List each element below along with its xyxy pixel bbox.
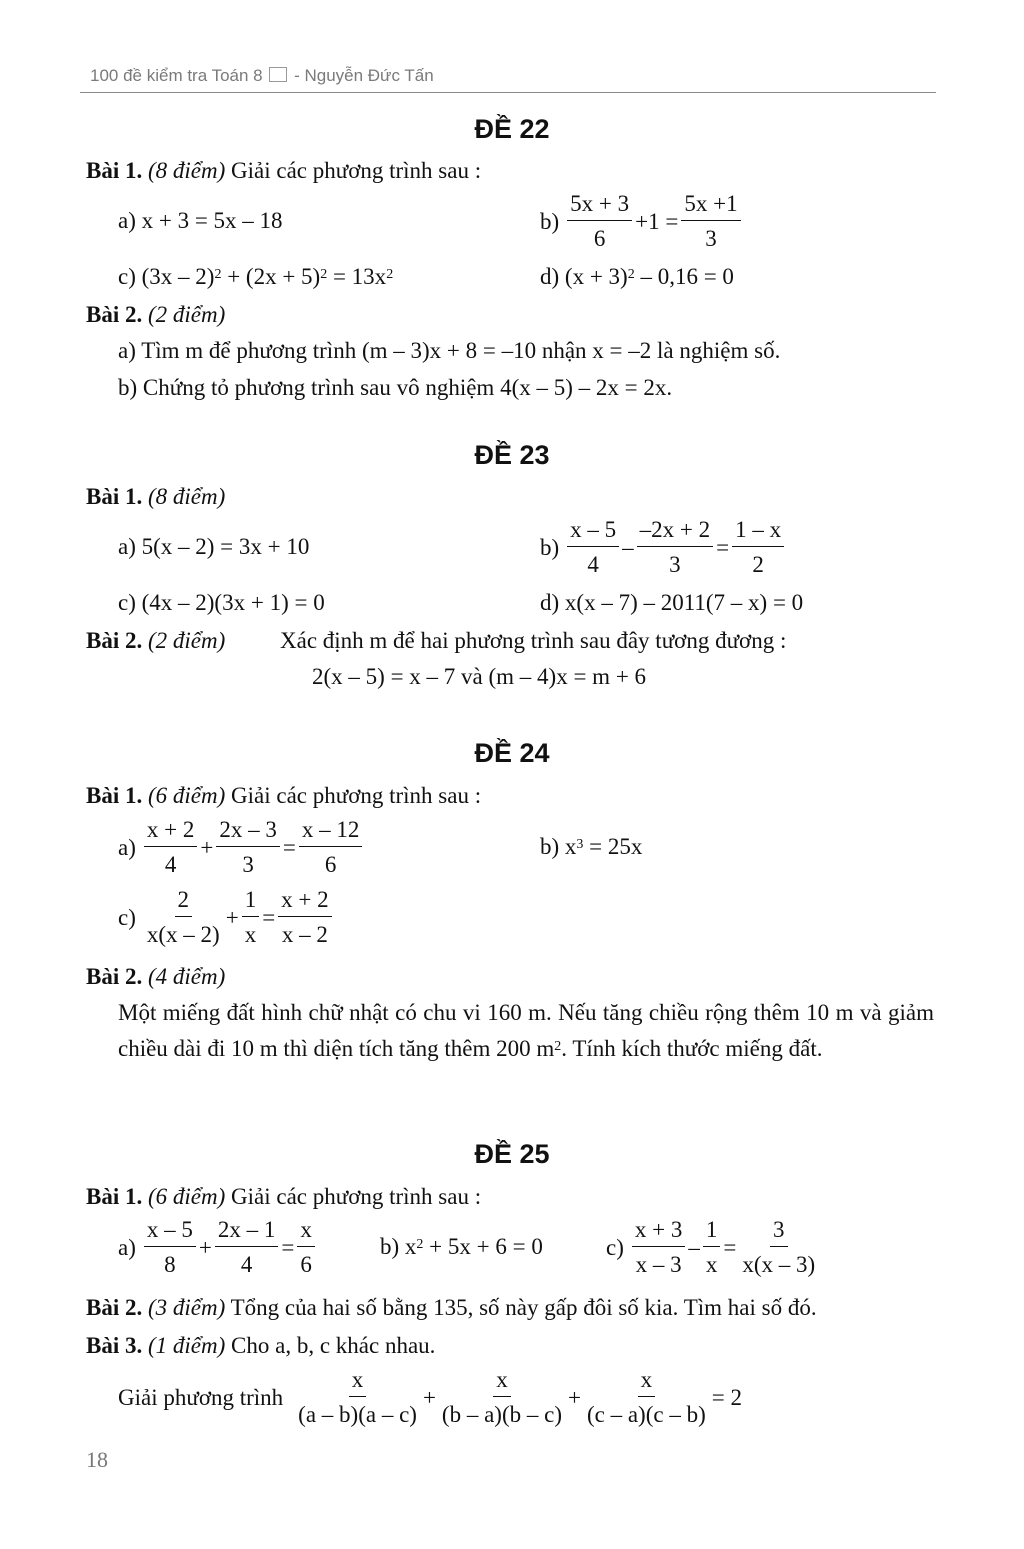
de23-bai2-text: Xác định m để hai phương trình sau đây tương đương : — [280, 628, 787, 653]
fraction — [144, 1216, 196, 1279]
operator: +1 = — [635, 208, 679, 234]
problem-text: Tổng của hai số bằng 135, số này gấp đôi số kia. Tìm hai số đó. — [230, 1295, 817, 1320]
fraction — [144, 886, 223, 949]
fraction — [681, 190, 740, 253]
denominator: x – 3 — [635, 1252, 682, 1277]
denominator: 3 — [242, 852, 254, 877]
instruction: Giải các phương trình sau : — [231, 783, 482, 808]
numerator: x – 5 — [567, 516, 619, 547]
term: + 5x + 6 = 0 — [423, 1234, 543, 1259]
de22-bai1-heading — [86, 156, 481, 186]
label: b) — [540, 534, 560, 560]
exam-title-23: ĐỀ 23 — [474, 440, 550, 470]
term: c) (3x – 2) — [118, 264, 215, 289]
term: b) x — [380, 1234, 417, 1259]
de25-equation-b — [380, 1232, 543, 1262]
exponent: 3 — [576, 837, 584, 852]
numerator: 2 — [175, 886, 193, 917]
fraction — [144, 816, 197, 879]
bai-label: Bài 1. — [86, 158, 143, 183]
exponent: 2 — [386, 267, 394, 282]
bai-label: Bài 2. — [86, 964, 143, 989]
numerator: x — [638, 1366, 656, 1397]
fraction — [216, 816, 280, 879]
points: (6 điểm) — [147, 783, 226, 808]
bai-label: Bài 2. — [86, 1295, 143, 1320]
denominator: 8 — [164, 1252, 176, 1277]
page-number: 18 — [86, 1447, 108, 1472]
exponent: 2 — [627, 267, 635, 282]
de22-equation-c — [118, 262, 393, 292]
running-header — [90, 66, 434, 86]
bai-label: Bài 2. — [86, 302, 143, 327]
de24-equation-b — [540, 832, 642, 862]
denominator: (a – b)(a – c) — [298, 1402, 417, 1427]
denominator: 6 — [324, 852, 337, 877]
denominator: 6 — [300, 1252, 312, 1277]
numerator: x — [297, 1216, 315, 1247]
running-title: 100 đề kiểm tra Toán 8 — [90, 66, 268, 85]
lead-text: Giải phương trình — [118, 1384, 284, 1410]
instruction: Giải các phương trình sau : — [231, 158, 482, 183]
points: (2 điểm) — [147, 628, 226, 653]
numerator: x + 2 — [278, 886, 331, 917]
numerator: 1 — [703, 1216, 721, 1247]
numerator: x – 5 — [144, 1216, 196, 1247]
de24-bai2-heading — [86, 962, 225, 992]
numerator: x + 3 — [632, 1216, 685, 1247]
problem-text: Cho a, b, c khác nhau. — [231, 1333, 436, 1358]
numerator: 5x + 3 — [567, 190, 632, 221]
problem-text: . Tính kích thước miếng đất. — [561, 1036, 823, 1061]
denominator: x — [705, 1252, 718, 1277]
de22-bai2-b: b) Chứng tỏ phương trình sau vô nghiệm 4(x – 5) – 2x = 2x. — [118, 375, 673, 400]
de25-bai3-equation — [118, 1366, 743, 1429]
numerator: 5x +1 — [681, 190, 740, 221]
label: c) — [606, 1234, 624, 1260]
label: c) — [118, 904, 136, 930]
fraction — [732, 516, 784, 579]
fraction — [439, 1366, 565, 1429]
book-icon — [269, 67, 287, 82]
de25-equation-a — [118, 1216, 317, 1279]
fraction — [299, 816, 363, 879]
numerator: x — [349, 1366, 367, 1397]
operator: = — [281, 1234, 295, 1260]
exam-title-25: ĐỀ 25 — [474, 1139, 550, 1169]
operator: = — [723, 1234, 737, 1260]
denominator: 2 — [752, 552, 764, 577]
denominator: 3 — [669, 552, 681, 577]
term: = 13x — [327, 264, 387, 289]
operator: = — [262, 904, 276, 930]
header-rule — [80, 92, 936, 93]
problem-text: Một miếng đất hình chữ nhật có chu vi 160 m. Nếu tăng chiều rộng thêm 10 m và giảm chiều dài đi 10 m thì diện tích tăng thêm 200 m — [118, 1000, 934, 1061]
bai-label: Bài 1. — [86, 1184, 143, 1209]
bai-label: Bài 2. — [86, 628, 143, 653]
de24-equation-a — [118, 816, 364, 879]
operator: + — [198, 1234, 212, 1260]
term: b) x — [540, 834, 577, 859]
operator: + — [200, 834, 214, 860]
de22-bai2-a: a) Tìm m để phương trình (m – 3)x + 8 = –10 nhận x = –2 là nghiệm số. — [118, 338, 781, 363]
de23-equation-a: a) 5(x – 2) = 3x + 10 — [118, 534, 310, 559]
operator: + — [567, 1384, 581, 1410]
label: b) — [540, 208, 560, 234]
points: (3 điểm) — [147, 1295, 226, 1320]
fraction — [739, 1216, 818, 1279]
exponent: 2 — [214, 267, 222, 282]
numerator: x + 2 — [144, 816, 197, 847]
de24-bai1-heading — [86, 781, 481, 811]
exam-title-24: ĐỀ 24 — [474, 738, 550, 768]
denominator: x — [244, 922, 257, 947]
denominator: 4 — [164, 852, 177, 877]
de23-bai2-heading — [86, 626, 225, 656]
numerator: 3 — [770, 1216, 788, 1247]
operator: – — [622, 534, 634, 560]
instruction: Giải các phương trình sau : — [231, 1184, 482, 1209]
de24-equation-c — [118, 886, 334, 949]
exponent: 2 — [416, 1237, 424, 1252]
denominator: (c – a)(c – b) — [586, 1402, 706, 1427]
denominator: 3 — [705, 226, 717, 251]
fraction — [637, 516, 713, 579]
denominator: x(x – 3) — [742, 1252, 816, 1277]
denominator: (b – a)(b – c) — [441, 1402, 562, 1427]
denominator: x – 2 — [281, 922, 328, 947]
operator: + — [225, 904, 239, 930]
bai-label: Bài 3. — [86, 1333, 143, 1358]
de23-equation-c: c) (4x – 2)(3x + 1) = 0 — [118, 590, 325, 615]
numerator: 1 – x — [732, 516, 784, 547]
de23-equation-b — [540, 516, 786, 579]
exponent: 2 — [320, 267, 328, 282]
exam-title-22: ĐỀ 22 — [474, 114, 550, 144]
denominator: x(x – 2) — [146, 922, 220, 947]
fraction — [703, 1216, 721, 1279]
fraction — [242, 886, 260, 949]
denominator: 4 — [240, 1252, 253, 1277]
points: (8 điểm) — [147, 484, 226, 509]
de22-equation-b — [540, 190, 743, 253]
de22-equation-d — [540, 262, 734, 292]
label: a) — [118, 1234, 136, 1260]
points: (4 điểm) — [147, 964, 226, 989]
fraction — [567, 190, 632, 253]
fraction — [584, 1366, 709, 1429]
term: d) (x + 3) — [540, 264, 628, 289]
denominator: 4 — [587, 552, 599, 577]
author-name: - Nguyễn Đức Tấn — [289, 66, 434, 85]
de25-bai2 — [86, 1293, 817, 1323]
de22-equation-a: a) x + 3 = 5x – 18 — [118, 208, 283, 233]
de23-equation-d: d) x(x – 7) – 2011(7 – x) = 0 — [540, 590, 804, 615]
bai-label: Bài 1. — [86, 484, 143, 509]
fraction — [215, 1216, 279, 1279]
fraction — [278, 886, 331, 949]
numerator: 2x – 3 — [216, 816, 280, 847]
de25-equation-c — [606, 1216, 820, 1279]
de23-bai2-equations: 2(x – 5) = x – 7 và (m – 4)x = m + 6 — [312, 664, 647, 689]
de24-bai2-problem — [118, 995, 934, 1067]
fraction — [297, 1216, 315, 1279]
de25-bai3 — [86, 1331, 435, 1361]
numerator: 2x – 1 — [215, 1216, 279, 1247]
de25-bai1-heading — [86, 1182, 481, 1212]
de23-bai1-heading — [86, 482, 225, 512]
points: (6 điểm) — [147, 1184, 226, 1209]
denominator: 6 — [593, 226, 606, 251]
term: + (2x + 5) — [221, 264, 321, 289]
label: a) — [118, 834, 136, 860]
term: – 0,16 = 0 — [634, 264, 734, 289]
operator: + — [422, 1384, 436, 1410]
operator: = — [716, 534, 730, 560]
numerator: x — [493, 1366, 511, 1397]
bai-label: Bài 1. — [86, 783, 143, 808]
operator: – — [688, 1234, 700, 1260]
operator: = — [282, 834, 296, 860]
exponent: 2 — [554, 1039, 562, 1054]
numerator: x – 12 — [299, 816, 363, 847]
numerator: 1 — [242, 886, 260, 917]
fraction — [632, 1216, 685, 1279]
numerator: –2x + 2 — [637, 516, 713, 547]
fraction — [567, 516, 619, 579]
fraction — [295, 1366, 420, 1429]
points: (1 điểm) — [147, 1333, 226, 1358]
de22-bai2-heading — [86, 300, 225, 330]
points: (2 điểm) — [147, 302, 226, 327]
term: = 25x — [583, 834, 643, 859]
right-hand-side: = 2 — [711, 1384, 742, 1410]
points: (8 điểm) — [147, 158, 226, 183]
